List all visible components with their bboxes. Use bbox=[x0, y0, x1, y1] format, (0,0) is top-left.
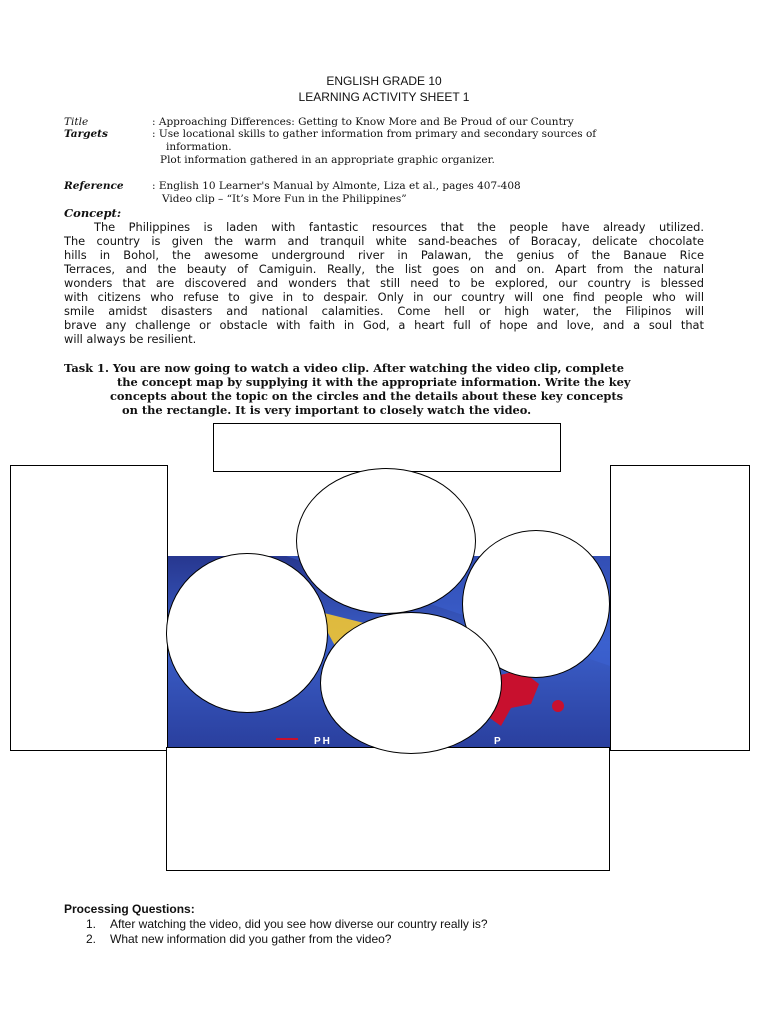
top-rectangle[interactable] bbox=[213, 423, 561, 472]
concept-line: The country is given the warm and tranquil white sand-beaches of Boracay, delicate chocolate bbox=[64, 234, 704, 248]
meta-title-label: Title bbox=[64, 116, 89, 128]
task-line: Task 1. You are now going to watch a video clip. After watching the video clip, complete bbox=[64, 361, 625, 375]
concept-paragraph bbox=[64, 220, 704, 346]
task-line: the concept map by supplying it with the appropriate information. Write the key bbox=[117, 375, 631, 389]
circle-top[interactable] bbox=[296, 468, 476, 614]
processing-heading: Processing Questions: bbox=[64, 902, 195, 916]
concept-line: hills in Bohol, the awesome underground river in Palawan, the genius of the Banaue Rice bbox=[64, 248, 704, 262]
meta-targets-value-3: Plot information gathered in an appropriate graphic organizer. bbox=[160, 154, 495, 166]
meta-targets-label: Targets bbox=[64, 128, 108, 140]
meta-targets-value-1: : Use locational skills to gather information from primary and secondary sources of bbox=[152, 128, 597, 140]
sheet-subject: ENGLISH GRADE 10 bbox=[326, 74, 442, 88]
bottom-rectangle[interactable] bbox=[166, 747, 610, 871]
processing-item-number: 2. bbox=[86, 932, 97, 946]
concept-line: wonders that are discovered and wonders that still need to be explored, our country is blessed bbox=[64, 276, 704, 290]
meta-reference-label: Reference bbox=[64, 180, 124, 192]
task-line: on the rectangle. It is very important to closely watch the video. bbox=[122, 403, 532, 417]
processing-item bbox=[86, 917, 488, 931]
meta-reference-value-1: : English 10 Learner's Manual by Almonte, Liza et al., pages 407-408 bbox=[152, 180, 521, 192]
processing-item-text: What new information did you gather from the video? bbox=[110, 932, 392, 946]
meta-reference-value-2: Video clip – “It’s More Fun in the Philippines” bbox=[162, 193, 407, 205]
banner-text-left: PH bbox=[314, 736, 332, 747]
banner-text-right: P bbox=[494, 736, 501, 747]
right-rectangle[interactable] bbox=[610, 465, 750, 751]
processing-item bbox=[86, 932, 392, 946]
sheet-title: LEARNING ACTIVITY SHEET 1 bbox=[298, 90, 470, 104]
meta-title-value: : Approaching Differences: Getting to Know More and Be Proud of our Country bbox=[152, 116, 574, 128]
processing-item-number: 1. bbox=[86, 917, 97, 931]
task-line: concepts about the topic on the circles and the details about these key concepts bbox=[110, 389, 624, 403]
concept-line: The Philippines is laden with fantastic resources that the people have already utilized. bbox=[94, 220, 704, 234]
meta-targets-value-2: information. bbox=[166, 141, 232, 153]
processing-item-text: After watching the video, did you see how diverse our country really is? bbox=[110, 917, 488, 931]
left-rectangle[interactable] bbox=[10, 465, 168, 751]
concept-line: Terraces, and the beauty of Camiguin. Really, the list goes on and on. Apart from the natural bbox=[64, 262, 704, 276]
concept-heading: Concept: bbox=[64, 206, 122, 220]
circle-left[interactable] bbox=[166, 553, 328, 713]
concept-line: smile amidst disasters and national calamities. Come hell or high water, the Filipinos will bbox=[64, 304, 704, 318]
concept-line: will always be resilient. bbox=[64, 332, 197, 346]
concept-line: with citizens who refuse to give in to despair. Only in our country will one find people who will bbox=[64, 290, 704, 304]
concept-line: brave any challenge or obstacle with faith in God, a heart full of hope and love, and a soul that bbox=[64, 318, 704, 332]
circle-bottom[interactable] bbox=[320, 612, 502, 754]
